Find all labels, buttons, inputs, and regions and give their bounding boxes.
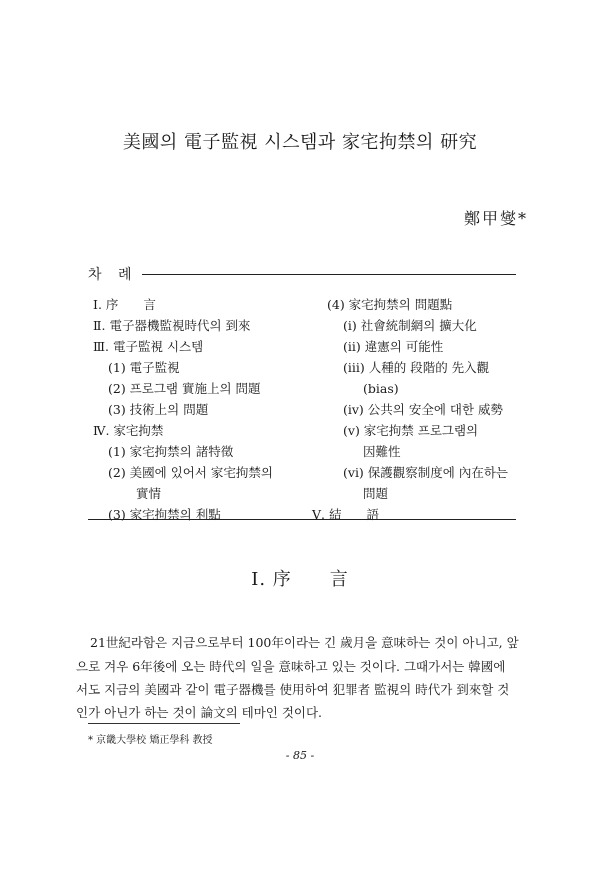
toc-left-item-4: (1) 電子監視: [108, 360, 180, 375]
paragraph-line-1: 21世紀라함은 지금으로부터 100年이라는 긴 歲月을 意味하는 것이 아니고, 앞: [90, 635, 519, 650]
toc-right-item-2: (i) 社會統制網의 擴大化: [343, 318, 477, 333]
toc-left-item-1: Ⅰ. 序 言: [93, 297, 156, 312]
paragraph-line-3: 서도 지금의 美國과 같이 電子器機를 使用하여 犯罪者 監視의 時代가 到來할 것: [76, 682, 510, 697]
toc-left-item-7: Ⅳ. 家宅拘禁: [93, 423, 164, 438]
toc-left-item-6: (3) 技術上의 問題: [108, 402, 209, 417]
toc-bottom-rule: [88, 519, 516, 520]
toc-left-item-3: Ⅲ. 電子監視 시스템: [93, 339, 204, 354]
footnote-rule: [88, 723, 240, 724]
toc-left-item-2: Ⅱ. 電子器機監視時代의 到來: [93, 318, 251, 333]
toc-left-item-8: (1) 家宅拘禁의 諸特徵: [108, 444, 234, 459]
toc-right-item-11: Ⅴ. 結 語: [312, 507, 379, 522]
toc-right-item-4: (iii) 人種的 段階的 先入觀: [343, 360, 490, 375]
toc-right-item-3: (ii) 違憲의 可能性: [343, 339, 444, 354]
toc-right-item-8: 因難性: [363, 444, 401, 459]
paragraph-line-4: 인가 아닌가 하는 것이 論文의 테마인 것이다.: [76, 705, 323, 720]
author-name: 鄭甲燮*: [463, 209, 528, 228]
toc-top-rule: [88, 274, 516, 275]
footnote: * 京畿大學校 矯正學科 教授: [88, 735, 213, 746]
toc-heading: 차 례: [88, 264, 142, 284]
paragraph-line-2: 으로 겨우 6年後에 오는 時代의 일을 意味하고 있는 것이다. 그때가서는 韓國에: [76, 659, 506, 674]
toc-right-item-7: (v) 家宅拘禁 프로그램의: [343, 423, 479, 438]
toc-left-item-5: (2) 프로그램 實施上의 問題: [108, 381, 261, 396]
toc-right-item-10: 問題: [363, 486, 389, 501]
toc-right-item-9: (vi) 保護觀察制度에 內在하는: [343, 465, 508, 480]
page-number: - 85 -: [285, 749, 315, 762]
section-heading: Ⅰ. 序 言: [251, 569, 349, 590]
toc-left-item-9: (2) 美國에 있어서 家宅拘禁의: [108, 465, 274, 480]
toc-right-item-5: (bias): [363, 381, 399, 396]
toc-right-item-6: (iv) 公共의 安全에 대한 威勢: [343, 402, 504, 417]
paper-title: 美國의 電子監視 시스템과 家宅拘禁의 研究: [122, 132, 478, 153]
toc-left-item-10: 實情: [136, 486, 162, 501]
toc-right-item-1: (4) 家宅拘禁의 問題點: [327, 297, 453, 312]
toc-left-item-11: (3) 家宅拘禁의 利點: [108, 507, 221, 522]
